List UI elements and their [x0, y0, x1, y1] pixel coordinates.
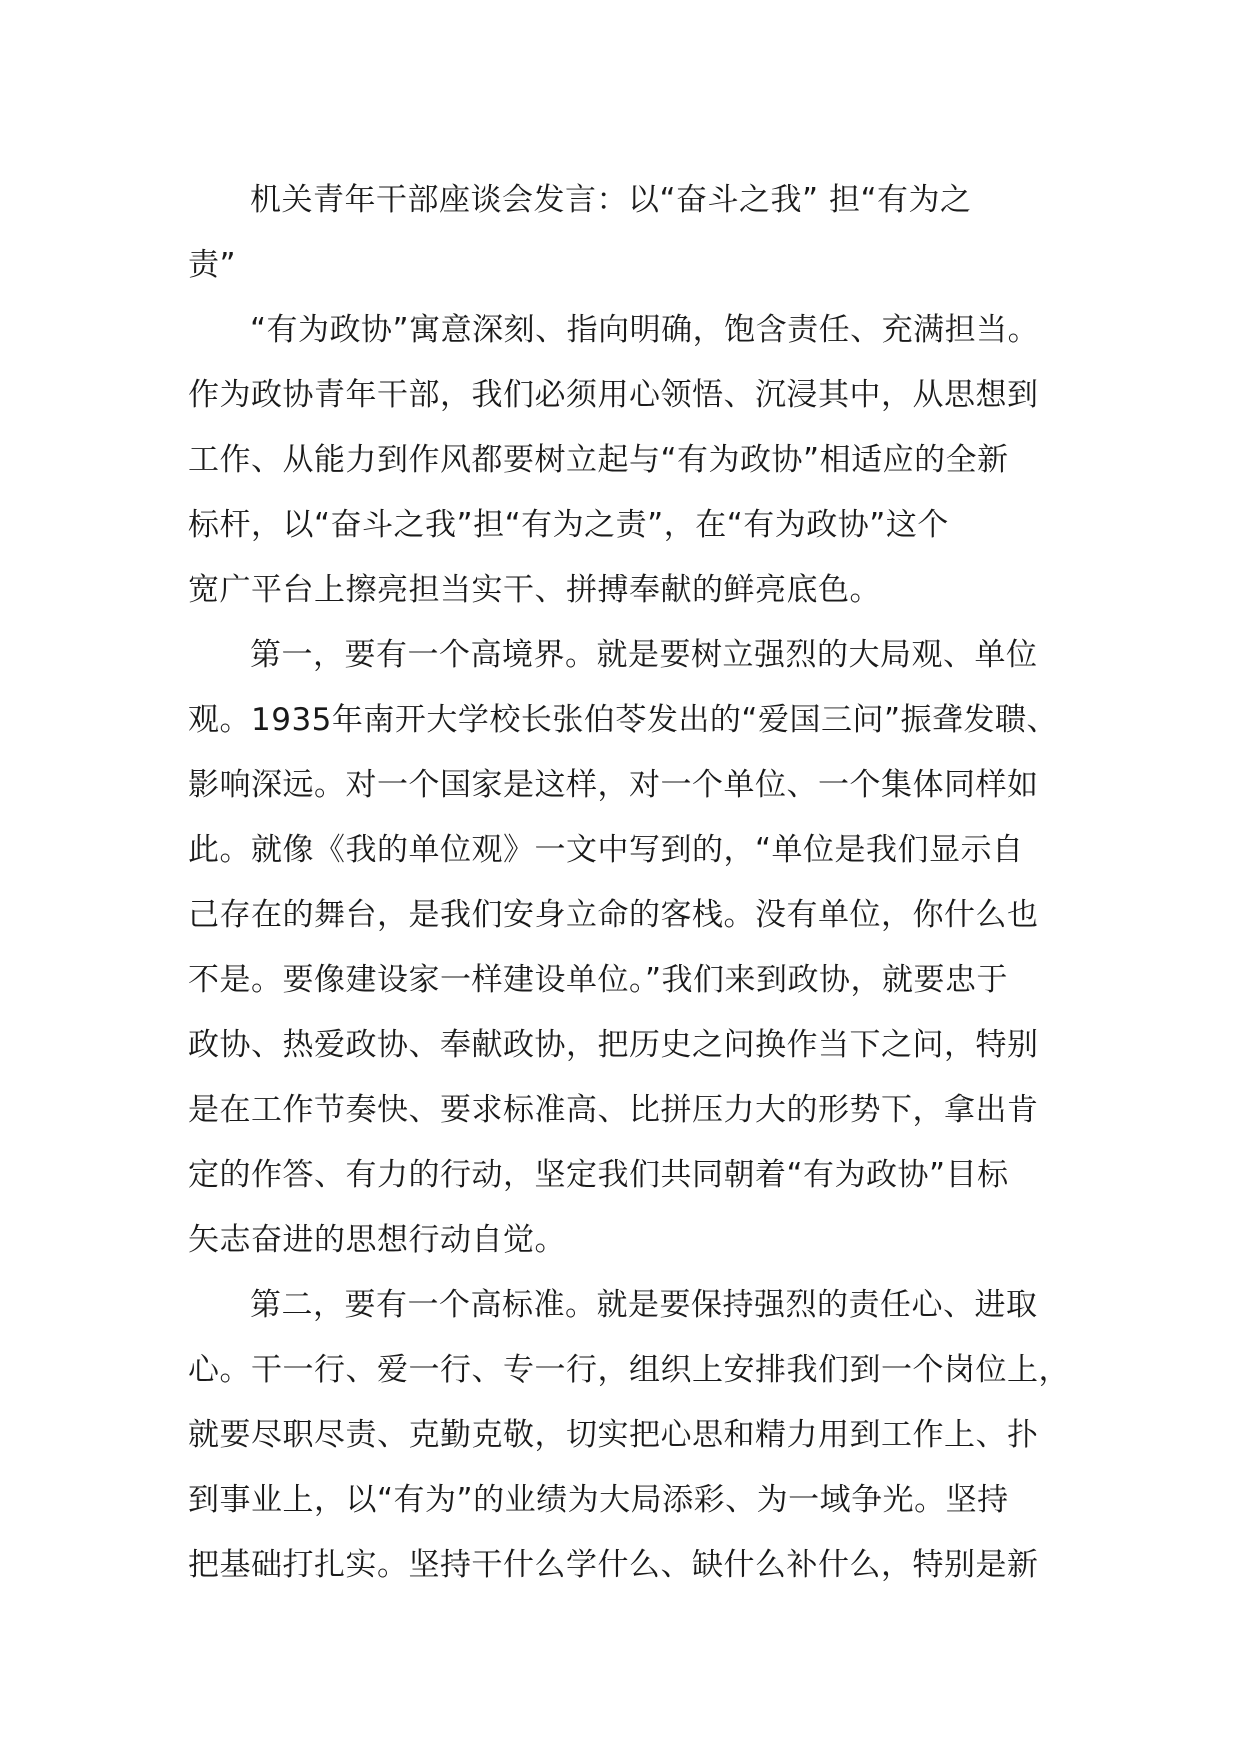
- paragraph-line: 政协、热爱政协、奉献政协，把历史之问换作当下之问，特别: [188, 1027, 1039, 1063]
- paragraph-line: 此。就像《我的单位观》一文中写到的，“单位是我们显示自: [188, 832, 1024, 868]
- paragraph-line: 就要尽职尽责、克勤克敬，切实把心思和精力用到工作上、扑: [188, 1417, 1039, 1453]
- paragraph-line: 己存在的舞台，是我们安身立命的客栈。没有单位，你什么也: [188, 897, 1039, 933]
- paragraph-line: 影响深远。对一个国家是这样，对一个单位、一个集体同样如: [188, 767, 1039, 803]
- paragraph-line: 标杆，以“奋斗之我”担“有为之责”，在“有为政协”这个: [188, 507, 949, 543]
- document-body: [188, 168, 1068, 1598]
- paragraph-line: 不是。要像建设家一样建设单位。”我们来到政协，就要忠于: [188, 962, 1009, 998]
- paragraph-line: 是在工作节奏快、要求标准高、比拼压力大的形势下，拿出肯: [188, 1092, 1039, 1128]
- paragraph-line: 观。1935年南开大学校长张伯苓发出的“爱国三问”振聋发聩、: [188, 702, 1059, 738]
- paragraph-line: 心。干一行、爱一行、专一行，组织上安排我们到一个岗位上，: [188, 1352, 1070, 1388]
- paragraph-line: 作为政协青年干部，我们必须用心领悟、沉浸其中，从思想到: [188, 377, 1039, 413]
- paragraph-line: 第一，要有一个高境界。就是要树立强烈的大局观、单位: [250, 637, 1038, 673]
- paragraph-line: 到事业上，以“有为”的业绩为大局添彩、为一域争光。坚持: [188, 1482, 1009, 1518]
- document-title-line-2: 责”: [188, 247, 237, 283]
- paragraph-line: 定的作答、有力的行动，坚定我们共同朝着“有为政协”目标: [188, 1157, 1009, 1193]
- paragraph-line: 矢志奋进的思想行动自觉。: [188, 1222, 566, 1258]
- paragraph-line: 工作、从能力到作风都要树立起与“有为政协”相适应的全新: [188, 442, 1009, 478]
- paragraph-line: 第二，要有一个高标准。就是要保持强烈的责任心、进取: [250, 1287, 1038, 1323]
- paragraph-line: 把基础打扎实。坚持干什么学什么、缺什么补什么，特别是新: [188, 1547, 1039, 1583]
- paragraph-line: 宽广平台上擦亮担当实干、拼搏奉献的鲜亮底色。: [188, 572, 881, 608]
- document-title-line-1: 机关青年干部座谈会发言：以“奋斗之我” 担“有为之: [250, 182, 972, 218]
- paragraph-line: “有为政协”寓意深刻、指向明确，饱含责任、充满担当。: [250, 312, 1040, 348]
